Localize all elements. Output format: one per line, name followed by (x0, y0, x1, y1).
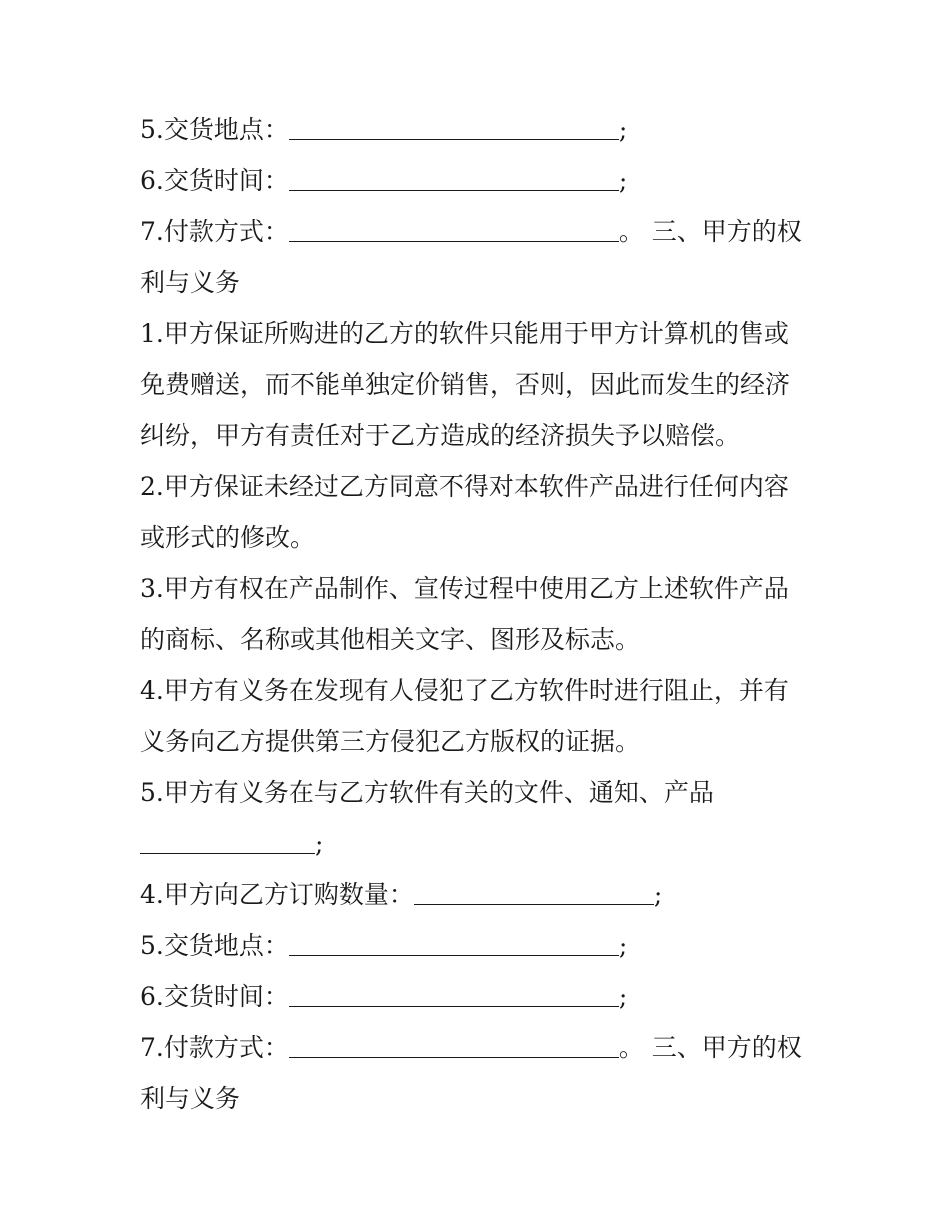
section-heading-continuation: 利与义务 (140, 268, 241, 297)
order-quantity-label: 4.甲方向乙方订购数量： (140, 880, 414, 909)
delivery-time-line-2 (140, 971, 808, 1022)
payment-blank (289, 217, 619, 242)
delivery-time-label: 6.交货时间： (140, 982, 289, 1011)
clause-2: 2.甲方保证未经过乙方同意不得对本软件产品进行任何内容或形式的修改。 (140, 472, 789, 552)
delivery-place-blank (289, 931, 619, 956)
payment-line (140, 206, 808, 257)
clause-3: 3.甲方有权在产品制作、宣传过程中使用乙方上述软件产品的商标、名称或其他相关文字、图形及标志。 (140, 574, 789, 654)
semicolon: ; (618, 166, 628, 195)
clause-1: 1.甲方保证所购进的乙方的软件只能用于甲方计算机的售或免费赠送，而不能单独定价销售，否则，因此而发生的经济纠纷，甲方有责任对于乙方造成的经济损失予以赔偿。 (140, 319, 791, 450)
delivery-time-blank (289, 982, 619, 1007)
delivery-place-label: 5.交货地点： (140, 931, 289, 960)
payment-label: 7.付款方式： (140, 1033, 289, 1062)
clause-5-blank (140, 829, 315, 854)
payment-tail: 。 三、甲方的权 (618, 217, 802, 246)
semicolon: ; (653, 880, 663, 909)
delivery-place-line-2 (140, 920, 808, 971)
delivery-place-label: 5.交货地点： (140, 115, 289, 144)
clause-4: 4.甲方有义务在发现有人侵犯了乙方软件时进行阻止，并有义务向乙方提供第三方侵犯乙方版权的证据。 (140, 676, 789, 756)
delivery-place-blank (289, 115, 619, 140)
payment-line-2 (140, 1022, 808, 1073)
order-quantity-line (140, 869, 808, 920)
delivery-time-label: 6.交货时间： (140, 166, 289, 195)
payment-tail: 。 三、甲方的权 (618, 1033, 802, 1062)
delivery-time-blank (289, 166, 619, 191)
clause-5-blank-line (140, 818, 808, 869)
delivery-place-line (140, 104, 808, 155)
delivery-time-line (140, 155, 808, 206)
order-quantity-blank (414, 880, 654, 905)
payment-blank (289, 1033, 619, 1058)
semicolon: ; (618, 931, 628, 960)
semicolon: ; (618, 982, 628, 1011)
semicolon: ; (618, 115, 628, 144)
document-body (140, 104, 808, 1124)
payment-label: 7.付款方式： (140, 217, 289, 246)
semicolon: ; (315, 829, 324, 858)
clause-5: 5.甲方有义务在与乙方软件有关的文件、通知、产品 (140, 778, 714, 807)
section-heading-continuation-2: 利与义务 (140, 1084, 241, 1113)
